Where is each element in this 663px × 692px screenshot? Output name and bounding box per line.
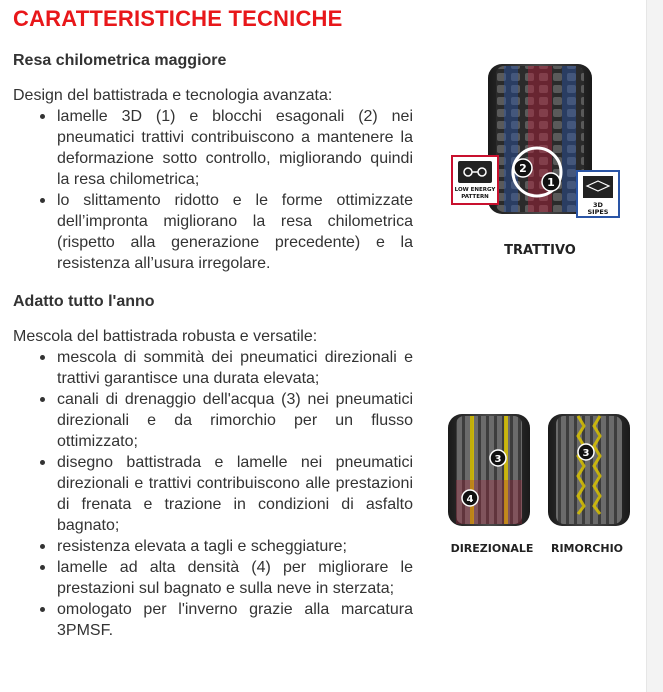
section-heading-mileage: Resa chilometrica maggiore [13,52,227,69]
cube-icon [583,176,613,198]
callout-4-steer [462,490,478,506]
list-item: mescola di sommità dei pneumatici direzionali e trattivi garantisce una durata elevata; [57,349,413,387]
svg-text:1: 1 [547,176,555,189]
section-intro-mileage: Design del battistrada e tecnologia avanzata: [13,87,333,104]
svg-text:4: 4 [466,494,474,505]
svg-text:3D: 3D [593,201,603,209]
scrollbar-track[interactable] [646,0,663,692]
list-item: lamelle 3D (1) e blocchi esagonali (2) nei pneumatici trattivi contribuiscono a mantenere la deformazione sotto controllo, migliorando quindi la resa chilometrica; [57,108,413,188]
list-item: lamelle ad alta densità (4) per migliorare le prestazioni sul bagnato e sulla neve in sterzata; [57,559,413,597]
section-intro-allseason: Mescola del battistrada robusta e versatile: [13,328,318,345]
content-column [13,50,413,641]
list-item: lo slittamento ridotto e le forme ottimizzate dell’impronta migliorano la resa chilometrica (rispetto alla generazione precedente) e la resistenza all’usura irregolare. [57,192,413,272]
low-energy-pattern-badge [452,156,498,204]
steer-trailer-figure [440,410,640,530]
callout-2 [514,159,532,177]
svg-text:3: 3 [582,448,590,459]
list-item: disegno battistrada e lamelle nei pneumatici direzionali e trattivi contribuiscono alle prestazioni di frenata e trazione in condizioni di asfalto bagnato; [57,454,413,534]
svg-text:2: 2 [519,162,527,175]
callout-3-trailer [578,444,594,460]
list-item: canali di drenaggio dell'acqua (3) nei pneumatici direzionali e da rimorchio per un flusso ottimizzato; [57,391,413,450]
drive-tyre-figure [440,60,640,230]
callout-1 [542,173,560,191]
list-item: omologato per l'inverno grazie alla marcatura 3PMSF. [57,601,413,639]
list-item: resistenza elevata a tagli e scheggiature; [57,536,413,557]
3d-sipes-badge [577,171,619,217]
svg-text:3: 3 [494,454,502,465]
svg-text:PATTERN: PATTERN [461,194,489,200]
feature-list-mileage [13,106,413,274]
svg-text:SIPES: SIPES [587,208,609,216]
svg-text:LOW ENERGY: LOW ENERGY [454,187,496,193]
drive-caption: TRATTIVO [504,243,576,258]
feature-list-allseason [13,347,413,641]
steer-tyre-image [448,414,530,526]
page-title: CARATTERISTICHE TECNICHE [13,6,343,31]
steer-caption: DIREZIONALE [450,542,534,555]
callout-3-steer [490,450,506,466]
trailer-tyre-image [548,414,630,526]
section-heading-allseason: Adatto tutto l'anno [13,293,155,310]
trailer-caption: RIMORCHIO [550,542,624,555]
